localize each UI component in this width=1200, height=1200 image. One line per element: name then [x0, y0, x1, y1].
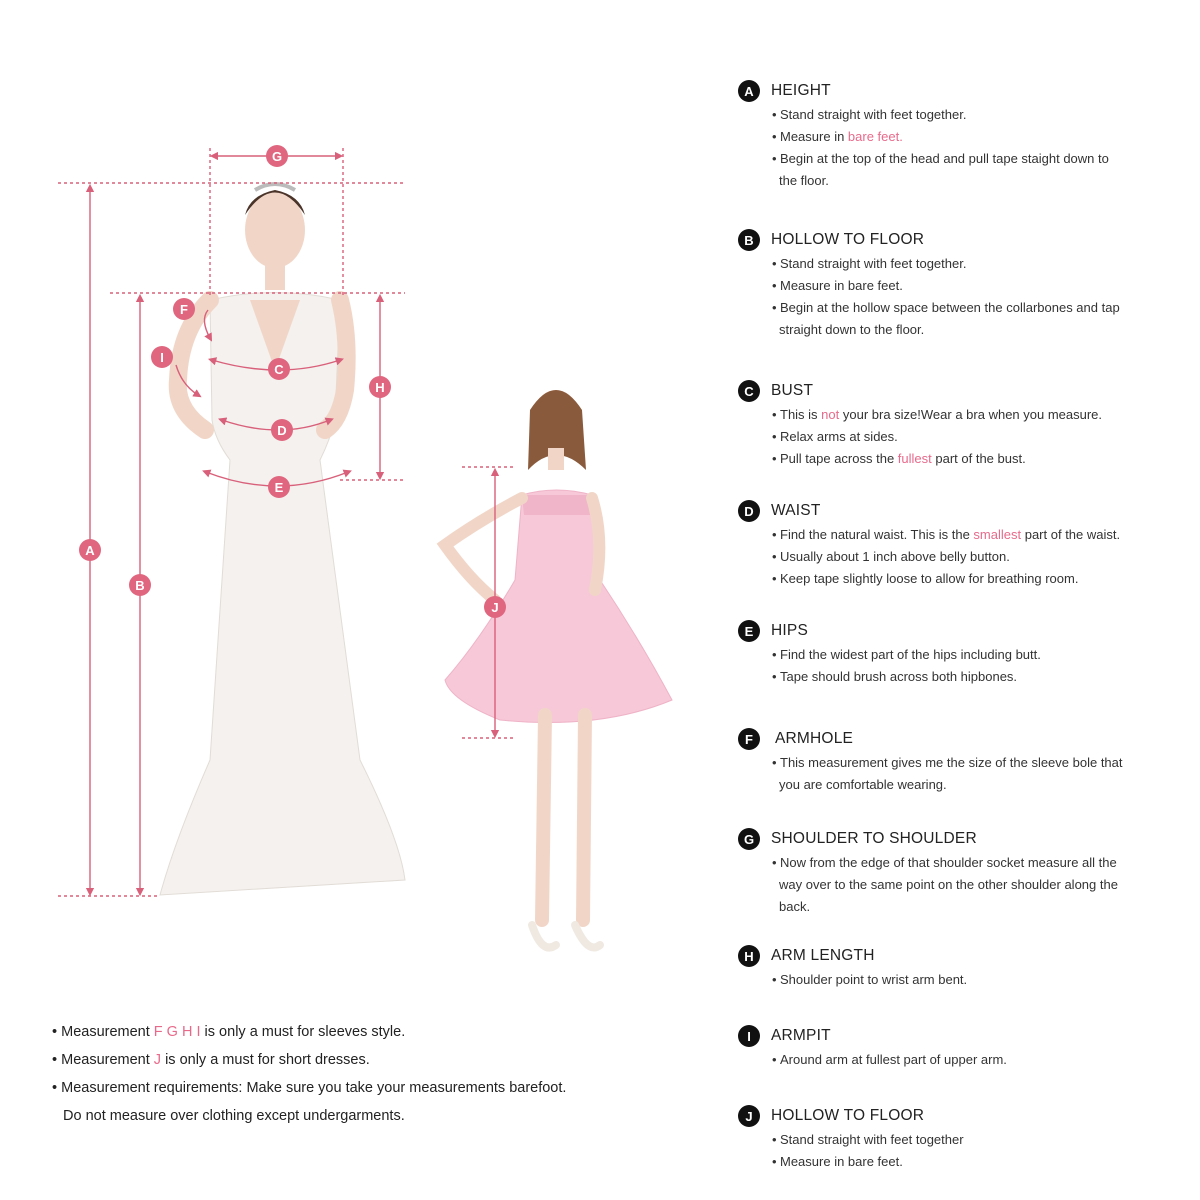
guide-line: • Now from the edge of that shoulder socket measure all the: [738, 852, 1178, 874]
guide-line: the floor.: [779, 173, 829, 188]
short-dress-figure: [445, 390, 672, 948]
guide-line: • Measure in bare feet.: [738, 126, 1178, 148]
section-armhole: [738, 728, 1178, 796]
guide-line: • This is not your bra size!Wear a bra when you measure.: [738, 404, 1178, 426]
guide-line: • Tape should brush across both hipbones.: [738, 666, 1178, 688]
guide-line: • Usually about 1 inch above belly button.: [738, 546, 1178, 568]
section-title: SHOULDER TO SHOULDER: [771, 830, 977, 847]
badge-f: F: [738, 728, 760, 750]
guide-line: • Find the widest part of the hips including butt.: [738, 644, 1178, 666]
section-title: ARMHOLE: [775, 730, 854, 747]
badge-d: D: [738, 500, 760, 522]
measurement-notes: [52, 1018, 632, 1130]
guide-line: you are comfortable wearing.: [779, 777, 947, 792]
guide-line: • Stand straight with feet together: [738, 1129, 1178, 1151]
section-hollow-to-floor: [738, 229, 1178, 341]
marker-d: D: [271, 419, 293, 441]
section-bust: [738, 380, 1178, 470]
note-short-dresses: • Measurement J is only a must for short dresses.: [52, 1052, 370, 1068]
marker-j: J: [484, 596, 506, 618]
section-title: HEIGHT: [771, 82, 831, 99]
guide-line: • Measure in bare feet.: [738, 1151, 1178, 1173]
bride-figure: [160, 184, 405, 895]
note-requirements: • Measurement requirements: Make sure you take your measurements barefoot.: [52, 1080, 567, 1096]
guide-line: • Pull tape across the fullest part of the bust.: [738, 448, 1178, 470]
badge-a: A: [738, 80, 760, 102]
guide-line: • Begin at the hollow space between the collarbones and tap: [738, 297, 1178, 319]
marker-h: H: [369, 376, 391, 398]
guide-line: • Relax arms at sides.: [738, 426, 1178, 448]
marker-e: E: [268, 476, 290, 498]
badge-e: E: [738, 620, 760, 642]
note-sleeves: • Measurement F G H I is only a must for sleeves style.: [52, 1024, 406, 1040]
badge-h: H: [738, 945, 760, 967]
guide-line: way over to the same point on the other shoulder along the: [779, 877, 1118, 892]
badge-c: C: [738, 380, 760, 402]
marker-f: F: [173, 298, 195, 320]
section-title: HIPS: [771, 622, 808, 639]
section-title: ARMPIT: [771, 1027, 831, 1044]
section-hips: [738, 620, 1178, 688]
section-shoulder-to-shoulder: [738, 828, 1178, 918]
marker-i: I: [151, 346, 173, 368]
badge-b: B: [738, 229, 760, 251]
guide-line: back.: [779, 899, 811, 914]
section-hollow-to-floor-short: [738, 1105, 1178, 1173]
section-armpit: [738, 1025, 1178, 1071]
section-arm-length: [738, 945, 1178, 991]
section-title: WAIST: [771, 502, 821, 519]
marker-g: G: [266, 145, 288, 167]
marker-a: A: [79, 539, 101, 561]
guide-line: straight down to the floor.: [779, 322, 925, 337]
section-title: ARM LENGTH: [771, 947, 875, 964]
guide-line: • Keep tape slightly loose to allow for breathing room.: [738, 568, 1178, 590]
badge-i: I: [738, 1025, 760, 1047]
guide-line: • Shoulder point to wrist arm bent.: [738, 969, 1178, 991]
section-title: BUST: [771, 382, 814, 399]
section-waist: [738, 500, 1178, 590]
marker-b: B: [129, 574, 151, 596]
guide-line: • Find the natural waist. This is the smallest part of the waist.: [738, 524, 1178, 546]
guide-line: • This measurement gives me the size of the sleeve bole that: [738, 752, 1178, 774]
section-height: [738, 80, 1178, 192]
guide-line: • Stand straight with feet together.: [738, 253, 1178, 275]
note-requirements-cont: Do not measure over clothing except undergarments.: [63, 1108, 405, 1124]
marker-c: C: [268, 358, 290, 380]
guide-line: • Measure in bare feet.: [738, 275, 1178, 297]
guide-line: • Stand straight with feet together.: [738, 104, 1178, 126]
badge-j: J: [738, 1105, 760, 1127]
section-title: HOLLOW TO FLOOR: [771, 1107, 925, 1124]
guide-line: • Around arm at fullest part of upper arm.: [738, 1049, 1178, 1071]
guide-line: • Begin at the top of the head and pull tape staight down to: [738, 148, 1178, 170]
section-title: HOLLOW TO FLOOR: [771, 231, 925, 248]
badge-g: G: [738, 828, 760, 850]
